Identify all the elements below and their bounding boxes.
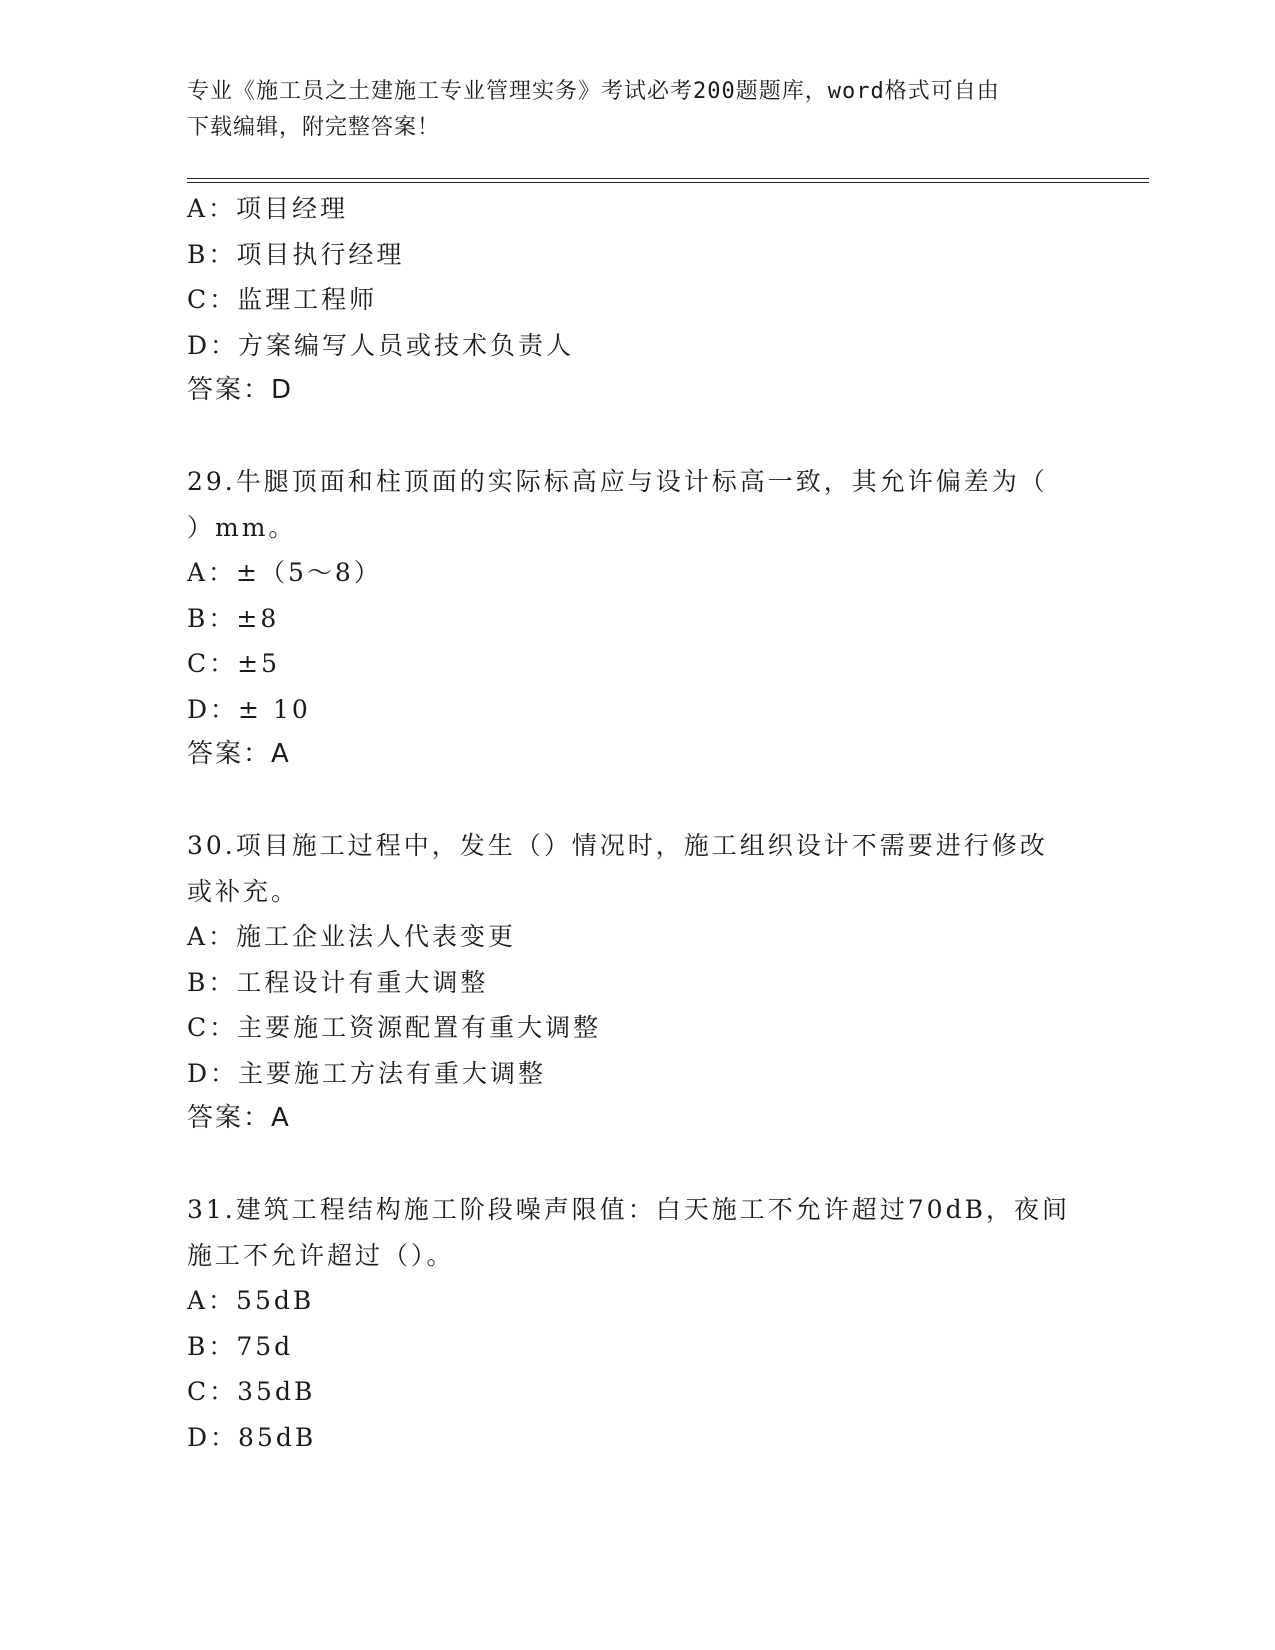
option-c: C：主要施工资源配置有重大调整 [187,1013,602,1042]
spacer [187,778,1087,824]
option-b: B：项目执行经理 [187,239,405,269]
question-31 [187,1187,1087,1460]
spacer [187,414,1087,460]
option-d: D：± 10 [187,694,311,724]
header-divider [187,178,1149,183]
option-c: C：±5 [187,649,280,678]
option-a: A：55dB [187,1286,315,1315]
document-body [187,186,1087,1460]
question-text-line-2: 或补充。 [187,876,300,906]
option-c: C：35dB [187,1377,316,1406]
document-header [187,74,1067,146]
option-c: C：监理工程师 [187,285,378,314]
question-29 [187,459,1087,778]
header-line-1: 专业《施工员之土建施工专业管理实务》考试必考200题题库，word格式可自由 [187,79,1000,104]
question-text-line-1: 31.建筑工程结构施工阶段噪声限值：白天施工不允许超过70dB，夜间 [187,1195,1070,1224]
option-a: A：施工企业法人代表变更 [187,922,517,951]
option-d: D：85dB [187,1422,317,1452]
previous-question [187,186,1087,414]
option-b: B：工程设计有重大调整 [187,967,489,997]
header-line-2: 下载编辑，附完整答案！ [187,115,441,140]
option-d: D：方案编写人员或技术负责人 [187,330,575,360]
answer-text: 答案：D [187,375,294,405]
option-a: A：±（5～8） [187,558,382,587]
option-b: B：±8 [187,603,280,633]
option-b: B：75d [187,1331,294,1361]
option-d: D：主要施工方法有重大调整 [187,1058,547,1088]
question-text-line-2: ）mm。 [187,512,297,542]
question-text-line-2: 施工不允许超过（）。 [187,1240,455,1270]
question-30 [187,823,1087,1142]
answer-text: 答案：A [187,739,291,769]
spacer [187,1142,1087,1188]
answer-text: 答案：A [187,1103,291,1133]
option-a: A：项目经理 [187,194,349,223]
question-text-line-1: 29.牛腿顶面和柱顶面的实际标高应与设计标高一致，其允许偏差为（ [187,467,1048,496]
question-text-line-1: 30.项目施工过程中，发生（）情况时，施工组织设计不需要进行修改 [187,831,1048,860]
